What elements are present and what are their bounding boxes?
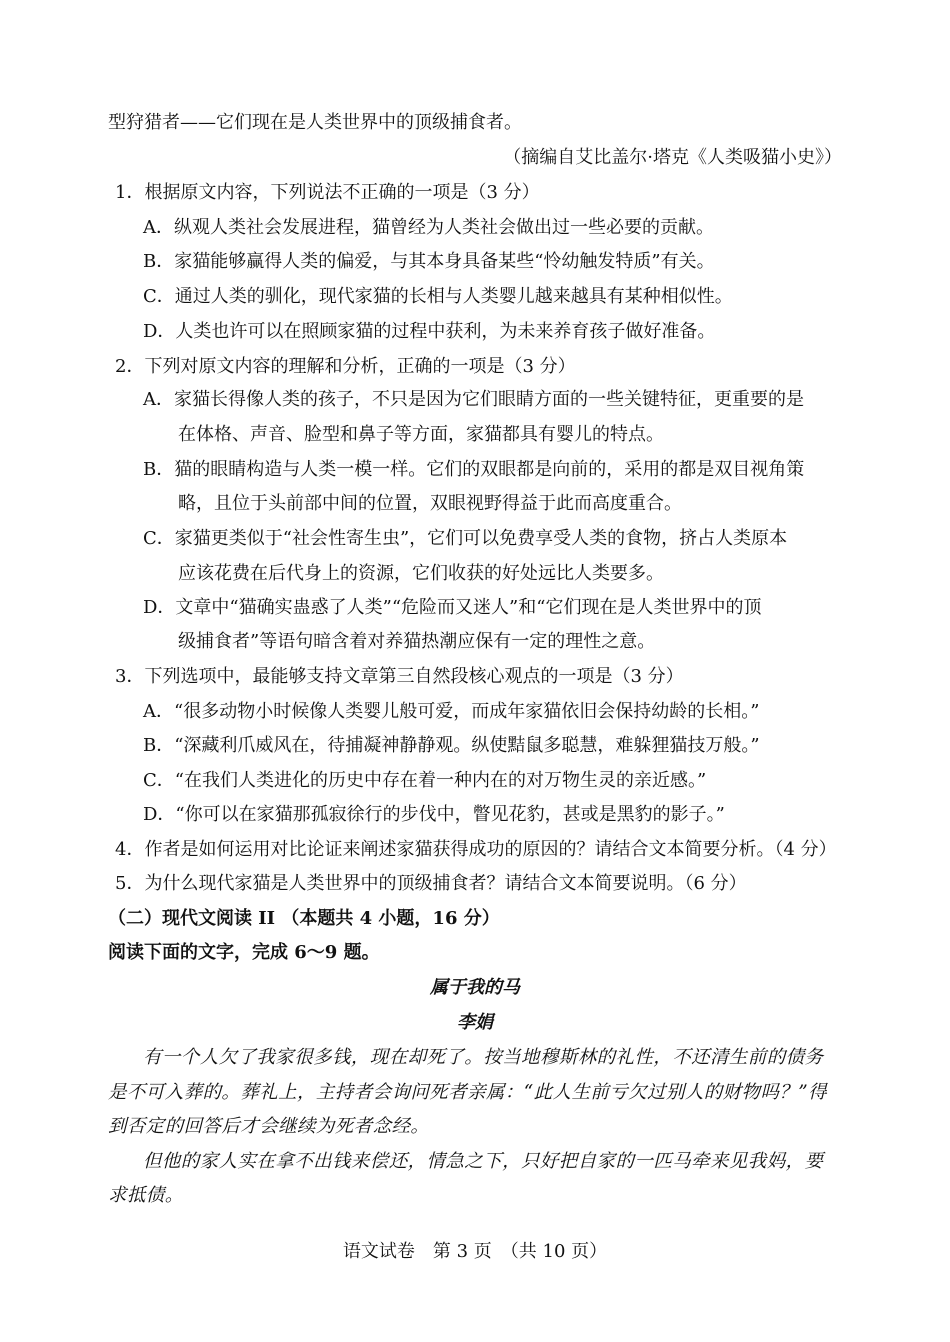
question-1-option-a: A．纵观人类社会发展进程，猫曾经为人类社会做出过一些必要的贡献。: [143, 217, 714, 238]
article-paragraph-2-line-2: 求抵债。: [108, 1185, 184, 1206]
question-5-stem: 5．为什么现代家猫是人类世界中的顶级捕食者？请结合文本简要说明。（6 分）: [115, 873, 747, 894]
section-heading: （二）现代文阅读 II （本题共 4 小题，16 分）: [108, 908, 500, 929]
question-2-option-a-cont: 在体格、声音、脸型和鼻子等方面，家猫都具有婴儿的特点。: [178, 424, 664, 445]
question-3-stem: 3．下列选项中，最能够支持文章第三自然段核心观点的一项是（3 分）: [115, 666, 684, 687]
source-citation: （摘编自艾比盖尔·塔克《人类吸猫小史》）: [503, 147, 842, 168]
question-2-option-a: A．家猫长得像人类的孩子，不只是因为它们眼睛方面的一些关键特征，更重要的是: [143, 389, 804, 410]
intro-last-line: 型狩猎者——它们现在是人类世界中的顶级捕食者。: [108, 112, 522, 133]
article-title: 属于我的马: [430, 977, 520, 998]
question-1-option-b: B．家猫能够赢得人类的偏爱，与其本身具备某些“怜幼触发特质”有关。: [143, 251, 715, 272]
question-2-option-d: D．文章中“猫确实蛊惑了人类”“危险而又迷人”和“它们现在是人类世界中的顶: [143, 597, 762, 618]
question-1-option-d: D．人类也许可以在照顾家猫的过程中获利，为未来养育孩子做好准备。: [143, 321, 716, 342]
question-2-option-b: B．猫的眼睛构造与人类一模一样。它们的双眼都是向前的，采用的都是双目视角策: [143, 459, 805, 480]
article-paragraph-2-line-1: 但他的家人实在拿不出钱来偿还，情急之下，只好把自家的一匹马牵来见我妈，要: [143, 1151, 824, 1172]
question-3-option-b: B．“深藏利爪威风在，待捕凝神静静观。纵使黠鼠多聪慧，难躲狸猫技万般。”: [143, 735, 760, 756]
question-3-option-c: C．“在我们人类进化的历史中存在着一种内在的对万物生灵的亲近感。”: [143, 770, 707, 791]
question-2-option-d-cont: 级捕食者”等语句暗含着对养猫热潮应保有一定的理性之意。: [178, 631, 656, 652]
question-2-option-b-cont: 略，且位于头前部中间的位置，双眼视野得益于此而高度重合。: [178, 493, 682, 514]
question-2-option-c-cont: 应该花费在后代身上的资源，它们收获的好处远比人类要多。: [178, 563, 664, 584]
question-3-option-d: D．“你可以在家猫那孤寂徐行的步伐中，瞥见花豹，甚或是黑豹的影子。”: [143, 804, 725, 825]
reading-instruction: 阅读下面的文字，完成 6～9 题。: [108, 942, 380, 963]
article-paragraph-1-line-2: 是不可入葬的。葬礼上，主持者会询问死者亲属：“此人生前亏欠过别人的财物吗？”得: [108, 1082, 828, 1103]
question-2-option-c: C．家猫更类似于“社会性寄生虫”，它们可以免费享受人类的食物，挤占人类原本: [143, 528, 788, 549]
page-footer: 语文试卷 第 3 页 （共 10 页）: [342, 1241, 608, 1262]
question-2-stem: 2．下列对原文内容的理解和分析，正确的一项是（3 分）: [115, 356, 576, 377]
question-4-stem: 4．作者是如何运用对比论证来阐述家猫获得成功的原因的？请结合文本简要分析。（4 分）: [115, 839, 837, 860]
question-1-stem: 1．根据原文内容，下列说法不正确的一项是（3 分）: [115, 182, 540, 203]
question-1-option-c: C．通过人类的驯化，现代家猫的长相与人类婴儿越来越具有某种相似性。: [143, 286, 733, 307]
question-3-option-a: A．“很多动物小时候像人类婴儿般可爱，而成年家猫依旧会保持幼龄的长相。”: [143, 701, 760, 722]
article-paragraph-1-line-1: 有一个人欠了我家很多钱，现在却死了。按当地穆斯林的礼性，不还清生前的债务: [143, 1047, 824, 1068]
article-paragraph-1-line-3: 到否定的回答后才会继续为死者念经。: [108, 1116, 430, 1137]
article-author: 李娟: [457, 1012, 493, 1033]
